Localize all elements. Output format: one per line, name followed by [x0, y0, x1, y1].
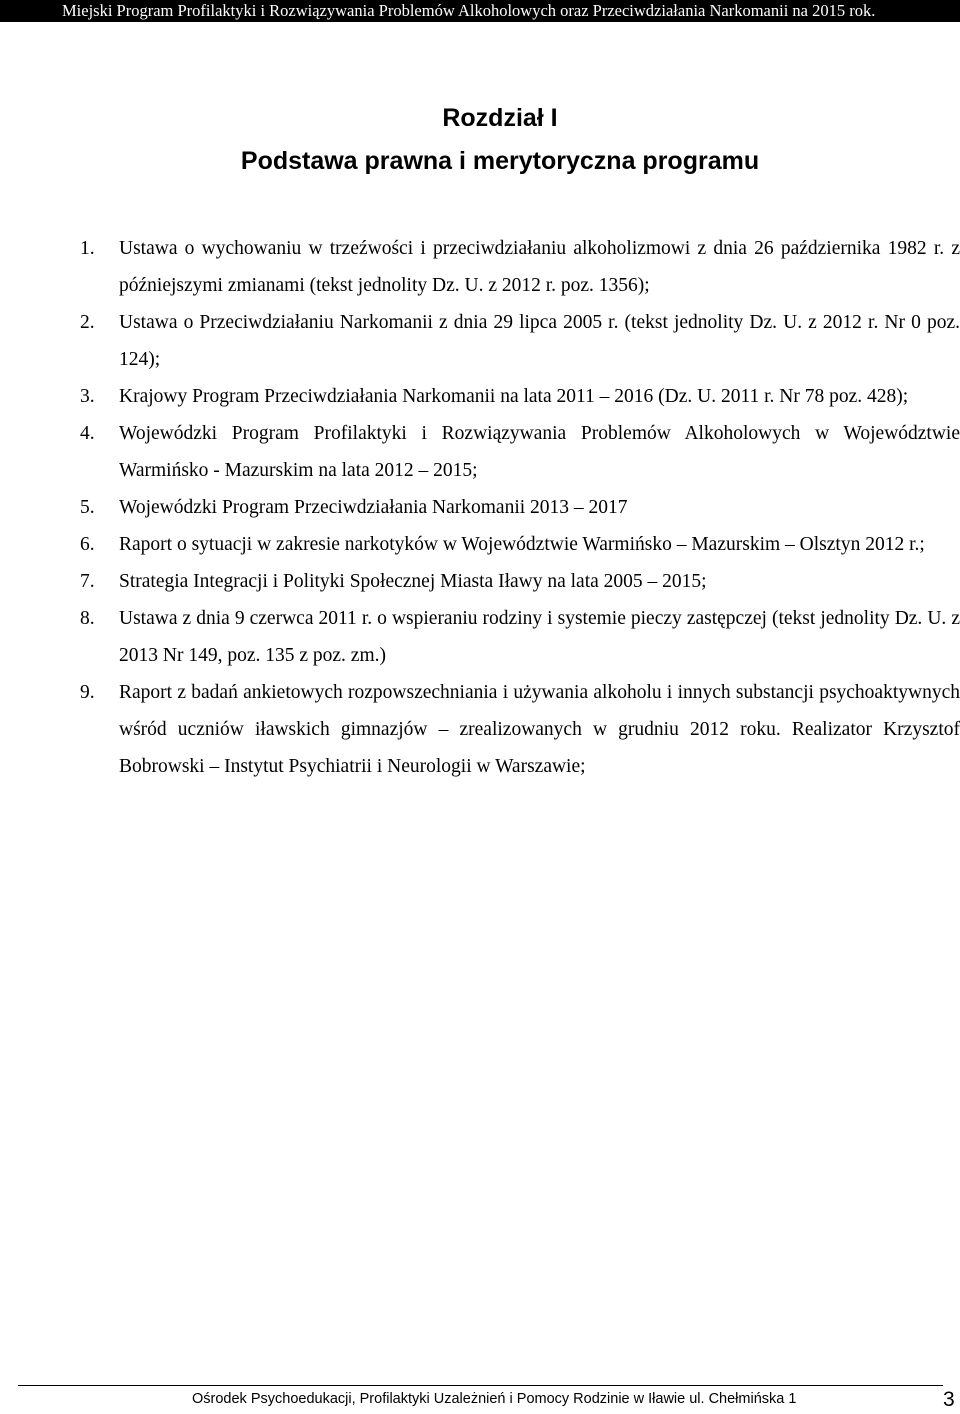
list-item-number: 9. [80, 682, 95, 703]
list-item [80, 415, 960, 489]
list-item [80, 230, 960, 304]
list-item [80, 600, 960, 674]
list-item-number: 5. [80, 497, 95, 518]
list-item-text: Strategia Integracji i Polityki Społecznej Miasta Iławy na lata 2005 – 2015; [119, 571, 707, 592]
footer-divider [18, 1385, 943, 1386]
chapter-subtitle: Podstawa prawna i merytoryczna programu [240, 147, 760, 175]
page-number: 3 [943, 1388, 955, 1411]
list-item-text: Wojewódzki Program Przeciwdziałania Narkomanii 2013 – 2017 [119, 497, 628, 518]
footer-text: Ośrodek Psychoedukacji, Profilaktyki Uzależnień i Pomocy Rodzinie w Iławie ul. Chełmińska 1 [192, 1391, 797, 1407]
list-item [80, 563, 960, 600]
list-item-number: 4. [80, 423, 95, 444]
list-item-text: Wojewódzki Program Profilaktyki i Rozwiązywania Problemów Alkoholowych w Województwie Warmińsko - Mazurskim na lata 2012 – 2015; [119, 423, 960, 481]
list-item-text: Raport z badań ankietowych rozpowszechniania i używania alkoholu i innych substancji psychoaktywnych wśród uczniów iławskich gimnazjów – zrealizowanych w grudniu 2012 roku. Realizator Krzysztof Bobrowski – Instytut Psychiatrii i Neurologii w Warszawie; [119, 682, 960, 777]
list-item-number: 2. [80, 312, 95, 333]
list-item [80, 378, 960, 415]
legal-basis-list [80, 230, 960, 785]
chapter-title: Rozdział I [442, 104, 558, 132]
list-item-number: 8. [80, 608, 95, 629]
list-item [80, 489, 960, 526]
list-item-number: 7. [80, 571, 95, 592]
list-item-text: Krajowy Program Przeciwdziałania Narkomanii na lata 2011 – 2016 (Dz. U. 2011 r. Nr 78 poz. 428); [119, 386, 909, 407]
list-item-number: 3. [80, 386, 95, 407]
list-item-text: Raport o sytuacji w zakresie narkotyków w Województwie Warmińsko – Mazurskim – Olsztyn 2012 r.; [119, 534, 925, 555]
list-item-text: Ustawa z dnia 9 czerwca 2011 r. o wspieraniu rodziny i systemie pieczy zastępczej (tekst jednolity Dz. U. z 2013 Nr 149, poz. 135 z poz. zm.) [119, 608, 960, 666]
list-item-text: Ustawa o wychowaniu w trzeźwości i przeciwdziałaniu alkoholizmowi z dnia 26 października 1982 r. z późniejszymi zmianami (tekst jednolity Dz. U. z 2012 r. poz. 1356); [119, 238, 960, 296]
running-header: Miejski Program Profilaktyki i Rozwiązywania Problemów Alkoholowych oraz Przeciwdziałania Narkomanii na 2015 rok. [0, 0, 960, 22]
list-item [80, 674, 960, 785]
list-item-text: Ustawa o Przeciwdziałaniu Narkomanii z dnia 29 lipca 2005 r. (tekst jednolity Dz. U. z 2012 r. Nr 0 poz. 124); [119, 312, 960, 370]
list-item [80, 304, 960, 378]
list-item [80, 526, 960, 563]
list-item-number: 1. [80, 238, 95, 259]
list-item-number: 6. [80, 534, 95, 555]
